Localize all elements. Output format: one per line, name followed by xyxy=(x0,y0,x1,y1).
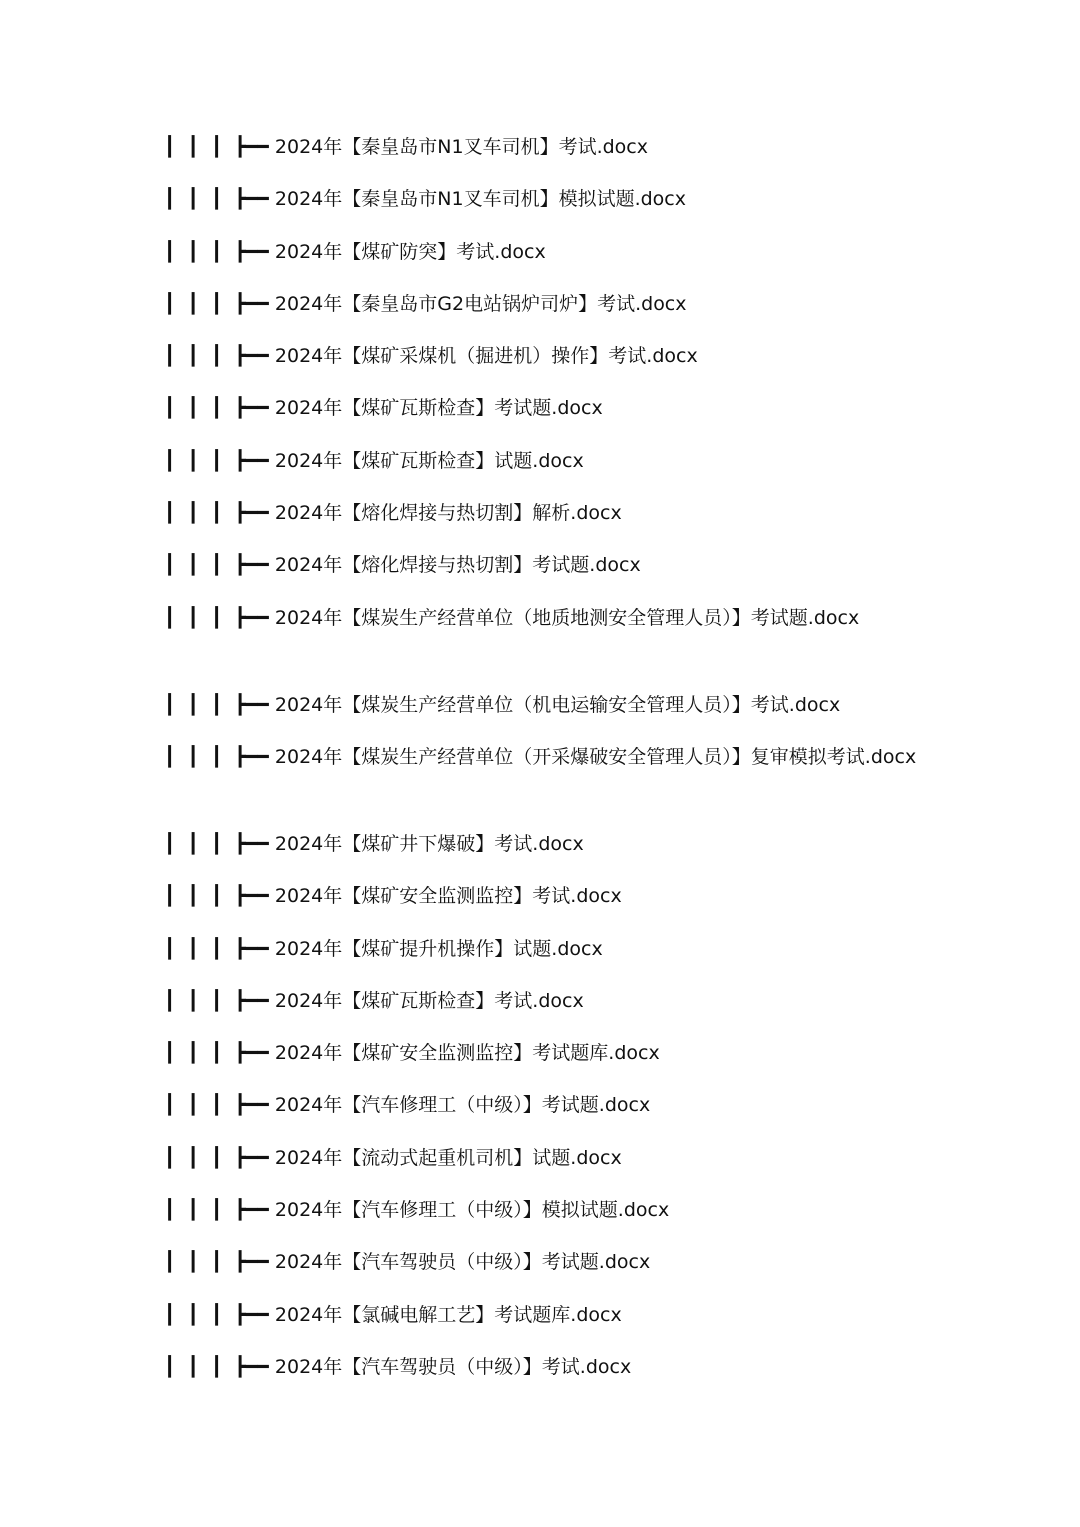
tree-entry xyxy=(164,688,924,740)
file-name: 2024年【熔化焊接与热切割】解析.docx xyxy=(274,502,622,525)
tree-entry xyxy=(164,496,924,548)
tree-entry xyxy=(164,391,924,443)
tree-entry xyxy=(164,1036,924,1088)
tree-branch-prefix: ┃ ┃ ┃ ┣━━ xyxy=(164,832,275,855)
tree-entry xyxy=(164,1245,924,1297)
file-name: 2024年【煤矿采煤机（掘进机）操作】考试.docx xyxy=(274,345,698,368)
tree-branch-prefix: ┃ ┃ ┃ ┣━━ xyxy=(164,989,275,1012)
file-name: 2024年【煤矿安全监测监控】考试题库.docx xyxy=(274,1042,660,1065)
tree-branch-prefix: ┃ ┃ ┃ ┣━━ xyxy=(164,554,275,577)
tree-entry xyxy=(164,984,924,1036)
tree-branch-prefix: ┃ ┃ ┃ ┣━━ xyxy=(164,885,275,908)
tree-branch-prefix: ┃ ┃ ┃ ┣━━ xyxy=(164,502,275,525)
tree-branch-prefix: ┃ ┃ ┃ ┣━━ xyxy=(164,1355,275,1378)
tree-branch-prefix: ┃ ┃ ┃ ┣━━ xyxy=(164,449,275,472)
tree-entry xyxy=(164,182,924,234)
file-name: 2024年【煤矿井下爆破】考试.docx xyxy=(274,832,584,855)
tree-entry xyxy=(164,444,924,496)
tree-branch-prefix: ┃ ┃ ┃ ┣━━ xyxy=(164,1251,275,1274)
tree-entry xyxy=(164,130,924,182)
file-name: 2024年【煤炭生产经营单位（地质地测安全管理人员）】考试题.docx xyxy=(274,606,860,629)
file-tree xyxy=(164,130,924,1402)
tree-entry xyxy=(164,1298,924,1350)
file-name: 2024年【汽车驾驶员（中级）】考试.docx xyxy=(274,1355,632,1378)
tree-entry xyxy=(164,1350,924,1402)
file-name: 2024年【煤炭生产经营单位（机电运输安全管理人员）】考试.docx xyxy=(274,693,841,716)
file-name: 2024年【煤矿安全监测监控】考试.docx xyxy=(274,885,622,908)
tree-entry xyxy=(164,740,924,827)
tree-branch-prefix: ┃ ┃ ┃ ┣━━ xyxy=(164,188,275,211)
file-name: 2024年【秦皇岛市N1叉车司机】模拟试题.docx xyxy=(274,188,686,211)
tree-entry xyxy=(164,879,924,931)
tree-branch-prefix: ┃ ┃ ┃ ┣━━ xyxy=(164,693,275,716)
tree-entry xyxy=(164,235,924,287)
tree-branch-prefix: ┃ ┃ ┃ ┣━━ xyxy=(164,136,275,158)
tree-branch-prefix: ┃ ┃ ┃ ┣━━ xyxy=(164,937,275,960)
tree-branch-prefix: ┃ ┃ ┃ ┣━━ xyxy=(164,1146,275,1169)
file-name: 2024年【熔化焊接与热切割】考试题.docx xyxy=(274,554,641,577)
tree-branch-prefix: ┃ ┃ ┃ ┣━━ xyxy=(164,1303,275,1326)
file-name: 2024年【汽车驾驶员（中级）】考试题.docx xyxy=(274,1251,651,1274)
tree-branch-prefix: ┃ ┃ ┃ ┣━━ xyxy=(164,345,275,368)
file-name: 2024年【汽车修理工（中级）】考试题.docx xyxy=(274,1094,651,1117)
tree-branch-prefix: ┃ ┃ ┃ ┣━━ xyxy=(164,1199,275,1222)
tree-entry xyxy=(164,932,924,984)
file-name: 2024年【煤矿瓦斯检查】考试.docx xyxy=(274,989,584,1012)
tree-entry xyxy=(164,339,924,391)
tree-entry xyxy=(164,548,924,600)
tree-entry xyxy=(164,1088,924,1140)
file-name: 2024年【煤矿瓦斯检查】考试题.docx xyxy=(274,397,603,420)
file-name: 2024年【煤矿瓦斯检查】试题.docx xyxy=(274,449,584,472)
file-name: 2024年【秦皇岛市N1叉车司机】考试.docx xyxy=(274,136,648,158)
tree-entry xyxy=(164,287,924,339)
tree-branch-prefix: ┃ ┃ ┃ ┣━━ xyxy=(164,292,275,315)
tree-branch-prefix: ┃ ┃ ┃ ┣━━ xyxy=(164,240,275,263)
file-name: 2024年【秦皇岛市G2电站锅炉司炉】考试.docx xyxy=(274,292,687,315)
tree-branch-prefix: ┃ ┃ ┃ ┣━━ xyxy=(164,606,275,629)
file-name: 2024年【流动式起重机司机】试题.docx xyxy=(274,1146,622,1169)
tree-entry xyxy=(164,1193,924,1245)
tree-entry xyxy=(164,1141,924,1193)
tree-branch-prefix: ┃ ┃ ┃ ┣━━ xyxy=(164,1094,275,1117)
tree-branch-prefix: ┃ ┃ ┃ ┣━━ xyxy=(164,1042,275,1065)
file-name: 2024年【煤矿提升机操作】试题.docx xyxy=(274,937,603,960)
file-name: 2024年【煤矿防突】考试.docx xyxy=(274,240,546,263)
tree-entry xyxy=(164,827,924,879)
tree-entry xyxy=(164,601,924,688)
file-name: 2024年【煤炭生产经营单位（开采爆破安全管理人员）】复审模拟考试.docx xyxy=(274,745,917,768)
file-name: 2024年【氯碱电解工艺】考试题库.docx xyxy=(274,1303,622,1326)
tree-branch-prefix: ┃ ┃ ┃ ┣━━ xyxy=(164,745,275,768)
tree-branch-prefix: ┃ ┃ ┃ ┣━━ xyxy=(164,397,275,420)
file-name: 2024年【汽车修理工（中级）】模拟试题.docx xyxy=(274,1199,670,1222)
